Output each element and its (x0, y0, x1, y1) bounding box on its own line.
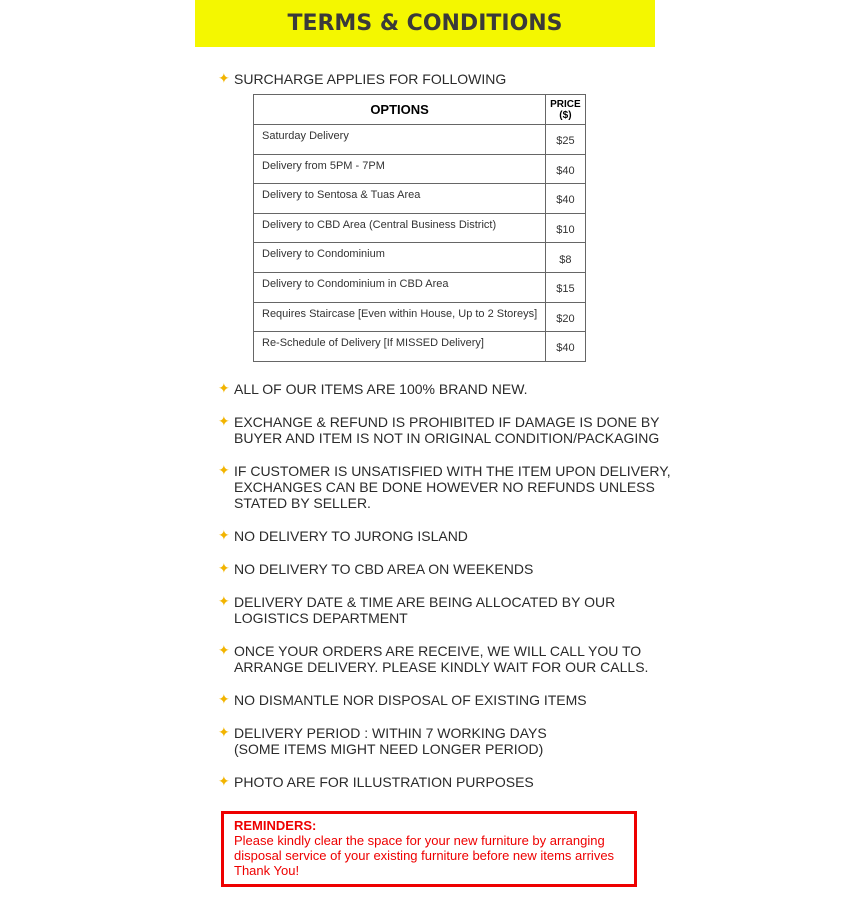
option-cell: Delivery to Sentosa & Tuas Area (254, 184, 546, 214)
table-row (254, 302, 586, 332)
header-banner (195, 0, 655, 47)
option-cell: Delivery to CBD Area (Central Business District) (254, 213, 546, 243)
four-point-star-icon: ✦ (218, 773, 230, 790)
reminders-heading: REMINDERS: (234, 817, 317, 833)
table-row (254, 243, 586, 273)
bullet-item (218, 463, 838, 511)
four-point-star-icon: ✦ (218, 462, 230, 479)
table-row (254, 332, 586, 362)
bullet-text: ALL OF OUR ITEMS ARE 100% BRAND NEW. (234, 380, 528, 397)
price-cell: $10 (546, 213, 586, 243)
col-options: OPTIONS (254, 95, 546, 125)
four-point-star-icon: ✦ (218, 593, 230, 610)
reminder-line: disposal service of your existing furniture before new items arrives (234, 847, 615, 863)
bullet-item (218, 561, 838, 577)
four-point-star-icon: ✦ (218, 560, 230, 577)
bullet-text: EXCHANGE & REFUND IS PROHIBITED IF DAMAGE IS DONE BY BUYER AND ITEM IS NOT IN ORIGINAL CONDITION/PACKAGING (234, 413, 660, 446)
price-cell: $25 (546, 125, 586, 155)
price-cell: $40 (546, 154, 586, 184)
bullet-text: NO DISMANTLE NOR DISPOSAL OF EXISTING ITEMS (234, 691, 587, 708)
bullet-text: DELIVERY PERIOD : WITHIN 7 WORKING DAYS (SOME ITEMS MIGHT NEED LONGER PERIOD) (234, 724, 547, 757)
bullet-item (218, 414, 838, 446)
price-cell: $40 (546, 332, 586, 362)
price-cell: $40 (546, 184, 586, 214)
four-point-star-icon: ✦ (218, 380, 230, 397)
bullet-text: DELIVERY DATE & TIME ARE BEING ALLOCATED BY OUR LOGISTICS DEPARTMENT (234, 593, 616, 626)
table-row (254, 184, 586, 214)
bullet-text: IF CUSTOMER IS UNSATISFIED WITH THE ITEM UPON DELIVERY, EXCHANGES CAN BE DONE HOWEVER NO REFUNDS UNLESS STATED BY SELLER. (234, 462, 671, 511)
table-row (254, 154, 586, 184)
four-point-star-icon: ✦ (218, 413, 230, 430)
table-row (254, 213, 586, 243)
reminder-line: Thank You! (234, 862, 300, 878)
price-cell: $8 (546, 243, 586, 273)
bullet-item (218, 71, 838, 87)
bullet-text: PHOTO ARE FOR ILLUSTRATION PURPOSES (234, 773, 534, 790)
table-row (254, 272, 586, 302)
option-cell: Re-Schedule of Delivery [If MISSED Delivery] (254, 332, 546, 362)
bullet-text: SURCHARGE APPLIES FOR FOLLOWING (234, 71, 507, 87)
four-point-star-icon: ✦ (218, 691, 230, 708)
bullet-item (218, 528, 838, 544)
bullet-text: NO DELIVERY TO JURONG ISLAND (234, 527, 468, 544)
bullet-item (218, 725, 838, 757)
four-point-star-icon: ✦ (218, 724, 230, 741)
bullet-text: NO DELIVERY TO CBD AREA ON WEEKENDS (234, 560, 534, 577)
bullet-item (218, 381, 838, 397)
price-cell: $15 (546, 272, 586, 302)
surcharge-table (253, 94, 586, 362)
reminder-line: Please kindly clear the space for your new furniture by arranging (234, 832, 605, 848)
option-cell: Delivery to Condominium in CBD Area (254, 272, 546, 302)
table-row (254, 125, 586, 155)
bullet-item (218, 643, 838, 675)
bullet-item (218, 774, 838, 790)
price-cell: $20 (546, 302, 586, 332)
terms-column (218, 71, 838, 897)
option-cell: Requires Staircase [Even within House, Up to 2 Storeys] (254, 302, 546, 332)
bullet-text: ONCE YOUR ORDERS ARE RECEIVE, WE WILL CALL YOU TO ARRANGE DELIVERY. PLEASE KINDLY WAIT FOR OUR CALLS. (234, 642, 649, 675)
option-cell: Delivery from 5PM - 7PM (254, 154, 546, 184)
four-point-star-icon: ✦ (218, 642, 230, 659)
four-point-star-icon: ✦ (218, 71, 230, 87)
col-price: PRICE ($) (546, 95, 586, 125)
page-title: TERMS & CONDITIONS (287, 11, 563, 36)
reminders-box (221, 811, 637, 887)
bullet-item (218, 594, 838, 626)
option-cell: Delivery to Condominium (254, 243, 546, 273)
bullet-item (218, 692, 838, 708)
option-cell: Saturday Delivery (254, 125, 546, 155)
four-point-star-icon: ✦ (218, 527, 230, 544)
